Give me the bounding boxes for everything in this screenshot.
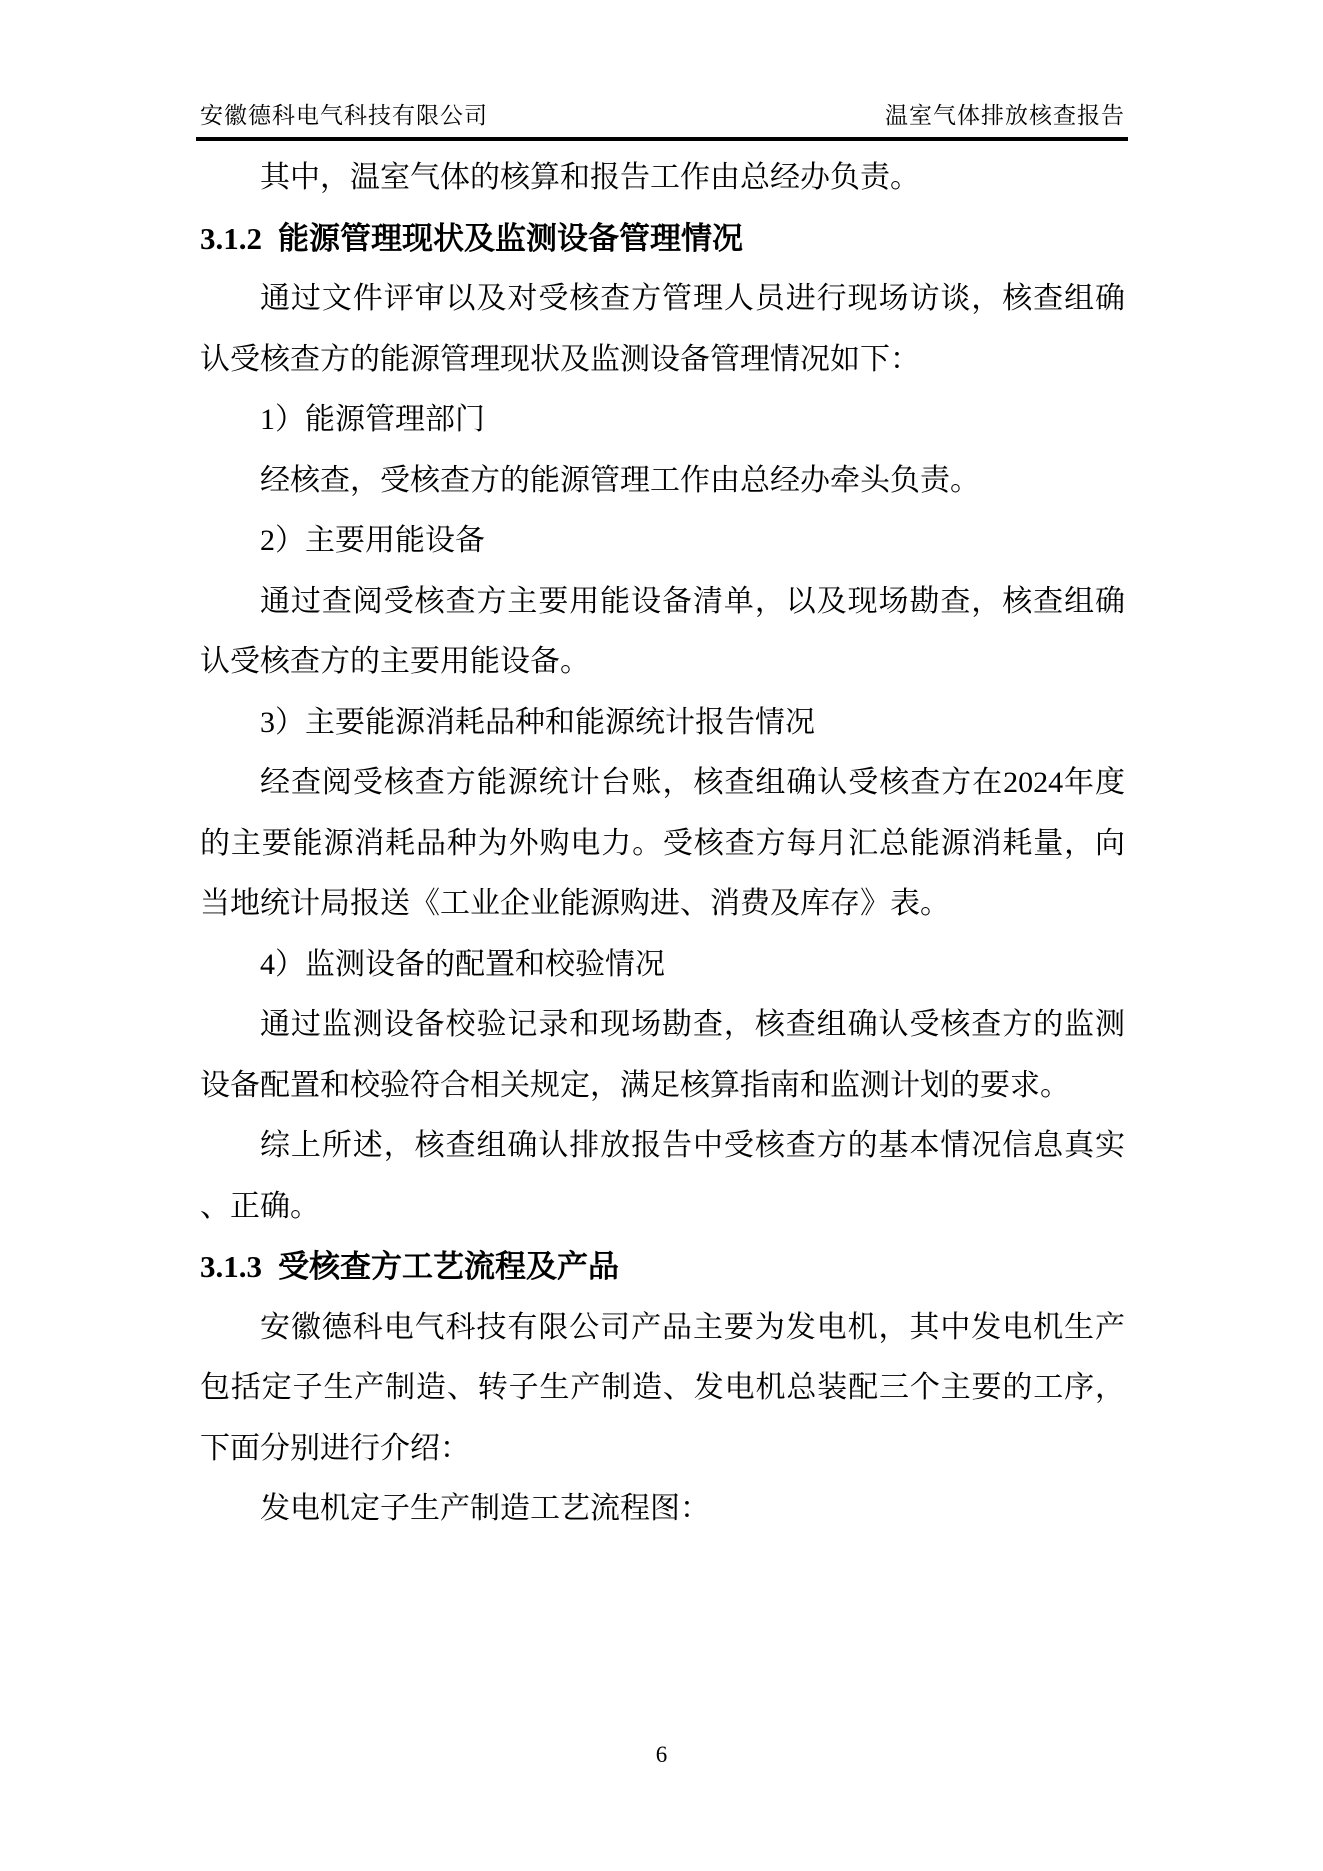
section-number: 3.1.3: [200, 1249, 262, 1284]
section-heading: [200, 1237, 1125, 1298]
paragraph-line: 认受核查方的能源管理现状及监测设备管理情况如下：: [200, 342, 920, 376]
document-body: [200, 148, 1125, 1540]
section-heading: [200, 209, 1125, 270]
paragraph-line: 通过文件评审以及对受核查方管理人员进行现场访谈，核查组确: [260, 282, 1125, 315]
paragraph-line: 经查阅受核查方能源统计台账，核查组确认受核查方在2024年度: [260, 766, 1125, 799]
header-rule: [196, 137, 1128, 141]
section-number: 3.1.2: [200, 220, 262, 256]
header-report-title: 温室气体排放核查报告: [885, 103, 1125, 128]
section-title: 受核查方工艺流程及产品: [278, 1249, 619, 1284]
paragraph-line: 其中，温室气体的核算和报告工作由总经办负责。: [260, 161, 920, 194]
paragraph-line: 下面分别进行介绍：: [200, 1431, 470, 1465]
paragraph-line: 通过查阅受核查方主要用能设备清单，以及现场勘查，核查组确: [260, 584, 1125, 618]
paragraph-line: 1）能源管理部门: [260, 403, 485, 436]
paragraph-line: 认受核查方的主要用能设备。: [200, 645, 590, 678]
paragraph-line: 、正确。: [200, 1189, 320, 1223]
page-number: 6: [655, 1742, 668, 1767]
paragraph-line: 发电机定子生产制造工艺流程图：: [260, 1492, 710, 1525]
paragraph-line: 3）主要能源消耗品种和能源统计报告情况: [260, 705, 815, 739]
paragraph-line: 安徽德科电气科技有限公司产品主要为发电机，其中发电机生产: [260, 1310, 1125, 1344]
paragraph-line: 4）监测设备的配置和校验情况: [260, 947, 665, 981]
paragraph-line: 包括定子生产制造、转子生产制造、发电机总装配三个主要的工序，: [200, 1371, 1125, 1404]
header-company-name: 安徽德科电气科技有限公司: [200, 103, 488, 128]
page-header: [200, 101, 1125, 131]
paragraph-line: 通过监测设备校验记录和现场勘查，核查组确认受核查方的监测: [260, 1008, 1125, 1041]
paragraph-line: 综上所述，核查组确认排放报告中受核查方的基本情况信息真实: [260, 1129, 1125, 1162]
paragraph-line: 设备配置和校验符合相关规定，满足核算指南和监测计划的要求。: [200, 1068, 1070, 1102]
paragraph-line: 的主要能源消耗品种为外购电力。受核查方每月汇总能源消耗量，向: [200, 826, 1125, 860]
paragraph-line: 2）主要用能设备: [260, 524, 485, 557]
section-title: 能源管理现状及监测设备管理情况: [278, 220, 743, 256]
paragraph-line: 当地统计局报送《工业企业能源购进、消费及库存》表。: [200, 887, 950, 920]
paragraph-line: 经核查，受核查方的能源管理工作由总经办牵头负责。: [260, 463, 980, 497]
